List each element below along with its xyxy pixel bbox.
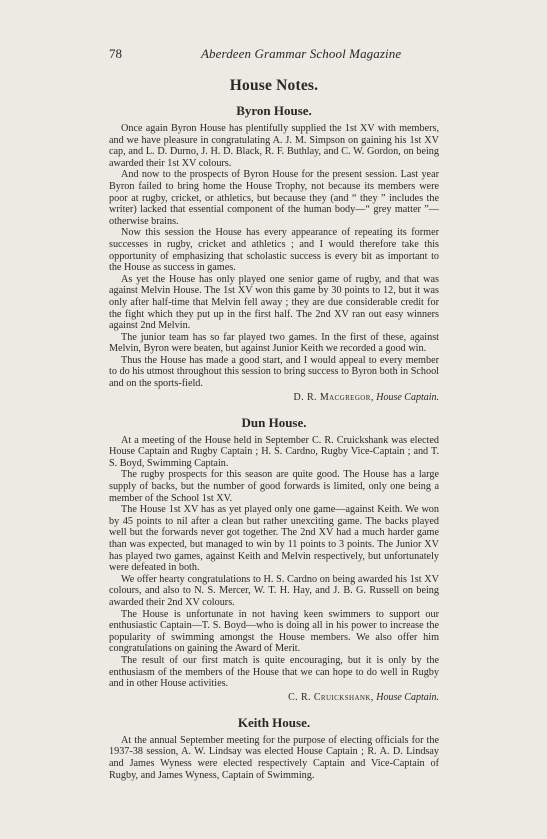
paragraph: We offer hearty congratulations to H. S. Cardno on being awarded his 1st XV colours, and also to N. S. Mercer, W. T. H. Hay, and J. B. G. Russell on being awarded their 2nd XV colours.: [109, 573, 439, 608]
paragraph: The rugby prospects for this season are quite good. The House has a large supply of backs, but the number of good forwards is limited, only one being a member of the School 1st XV.: [109, 469, 439, 504]
signature-role: House Captain.: [376, 691, 439, 703]
signature-name: D. R. Macgregor,: [293, 391, 374, 403]
signature: [109, 392, 439, 404]
section-heading: Byron House.: [236, 103, 312, 118]
section-byron-house: [109, 103, 439, 404]
signature-role: House Captain.: [376, 391, 439, 403]
paragraph: And now to the prospects of Byron House for the present session. Last year Byron failed to bring home the House Trophy, not because its members were poor at rugby, cricket, or athletics, but because they (and “ they ” includes the writer) lacked that essential component of the human body—“ grey matter ”—otherwise brains.: [109, 169, 439, 227]
article: [109, 77, 439, 792]
paragraph: Once again Byron House has plentifully supplied the 1st XV with members, and we have pleasure in congratulating A. J. M. Simpson on gaining his 1st XV cap, and L. D. Durno, J. H. D. Black, R. F. Buthlay, and C. W. Gordon, on being awarded their 1st XV colours.: [109, 123, 439, 169]
section-heading: Keith House.: [237, 714, 311, 730]
section-keith-house: [109, 715, 439, 781]
article-title: House Notes.: [229, 77, 319, 94]
section-heading: Dun House.: [241, 414, 307, 430]
paragraph: Thus the House has made a good start, and I would appeal to every member to do his utmost throughout this session to bring success to Byron both in School and on the sports-field.: [109, 354, 439, 390]
paragraph: The House 1st XV has as yet played only one game—against Keith. We won by 45 points to nil after a clean but rather unexciting game. The backs played well but the forwards never got together. The 2nd XV had a much harder game than was expected, but managed to win by 11 points to 3 points. The Junior XV has played two games, against Keith and Melvin respectively, but unfortunately were defeated in both.: [109, 504, 439, 574]
signature: [109, 692, 439, 704]
running-head: [109, 46, 439, 64]
page-number: 78: [109, 46, 122, 61]
journal-title: Aberdeen Grammar School Magazine: [201, 46, 402, 61]
paragraph: At the annual September meeting for the purpose of electing officials for the 1937-38 session, A. W. Lindsay was elected House Captain ; R. A. D. Lindsay and James Wyness were elected respectively Captain and Vice-Captain of Rugby, and James Wyness, Captain of Swimming.: [109, 734, 439, 781]
paragraph: The junior team has so far played two games. In the first of these, against Melvin, Byron were beaten, but against Junior Keith we recorded a good win.: [109, 331, 439, 355]
signature-name: C. R. Cruickshank,: [288, 691, 374, 703]
paragraph: The result of our first match is quite encouraging, but it is only by the enthusiasm of the members of the House that we can hope to do well in Rugby and in other House activities.: [109, 654, 439, 690]
paragraph: At a meeting of the House held in September C. R. Cruickshank was elected House Captain and Rugby Captain ; H. S. Cardno, Rugby Vice-Captain ; and T. S. Boyd, Swimming Captain.: [109, 434, 439, 469]
section-dun-house: [109, 415, 439, 704]
paragraph: The House is unfortunate in not having keen swimmers to support our enthusiastic Captain—T. S. Boyd—who is doing all in his power to increase the popularity of swimming amongst the House members. We also offer him congratulations on gaining the Award of Merit.: [109, 608, 439, 655]
paragraph: As yet the House has only played one senior game of rugby, and that was against Melvin House. The 1st XV won this game by 30 points to 12, but it was only after half-time that Melvin fell away ; they are due considerable credit for the fight which they put up in the first half. The 2nd XV ran out easy winners against 2nd Melvin.: [109, 273, 439, 332]
paragraph: Now this session the House has every appearance of repeating its former successes in rugby, cricket and athletics ; and I would therefore take this opportunity of emphasizing that scholastic success is every bit as important to the House as success in games.: [109, 227, 439, 274]
